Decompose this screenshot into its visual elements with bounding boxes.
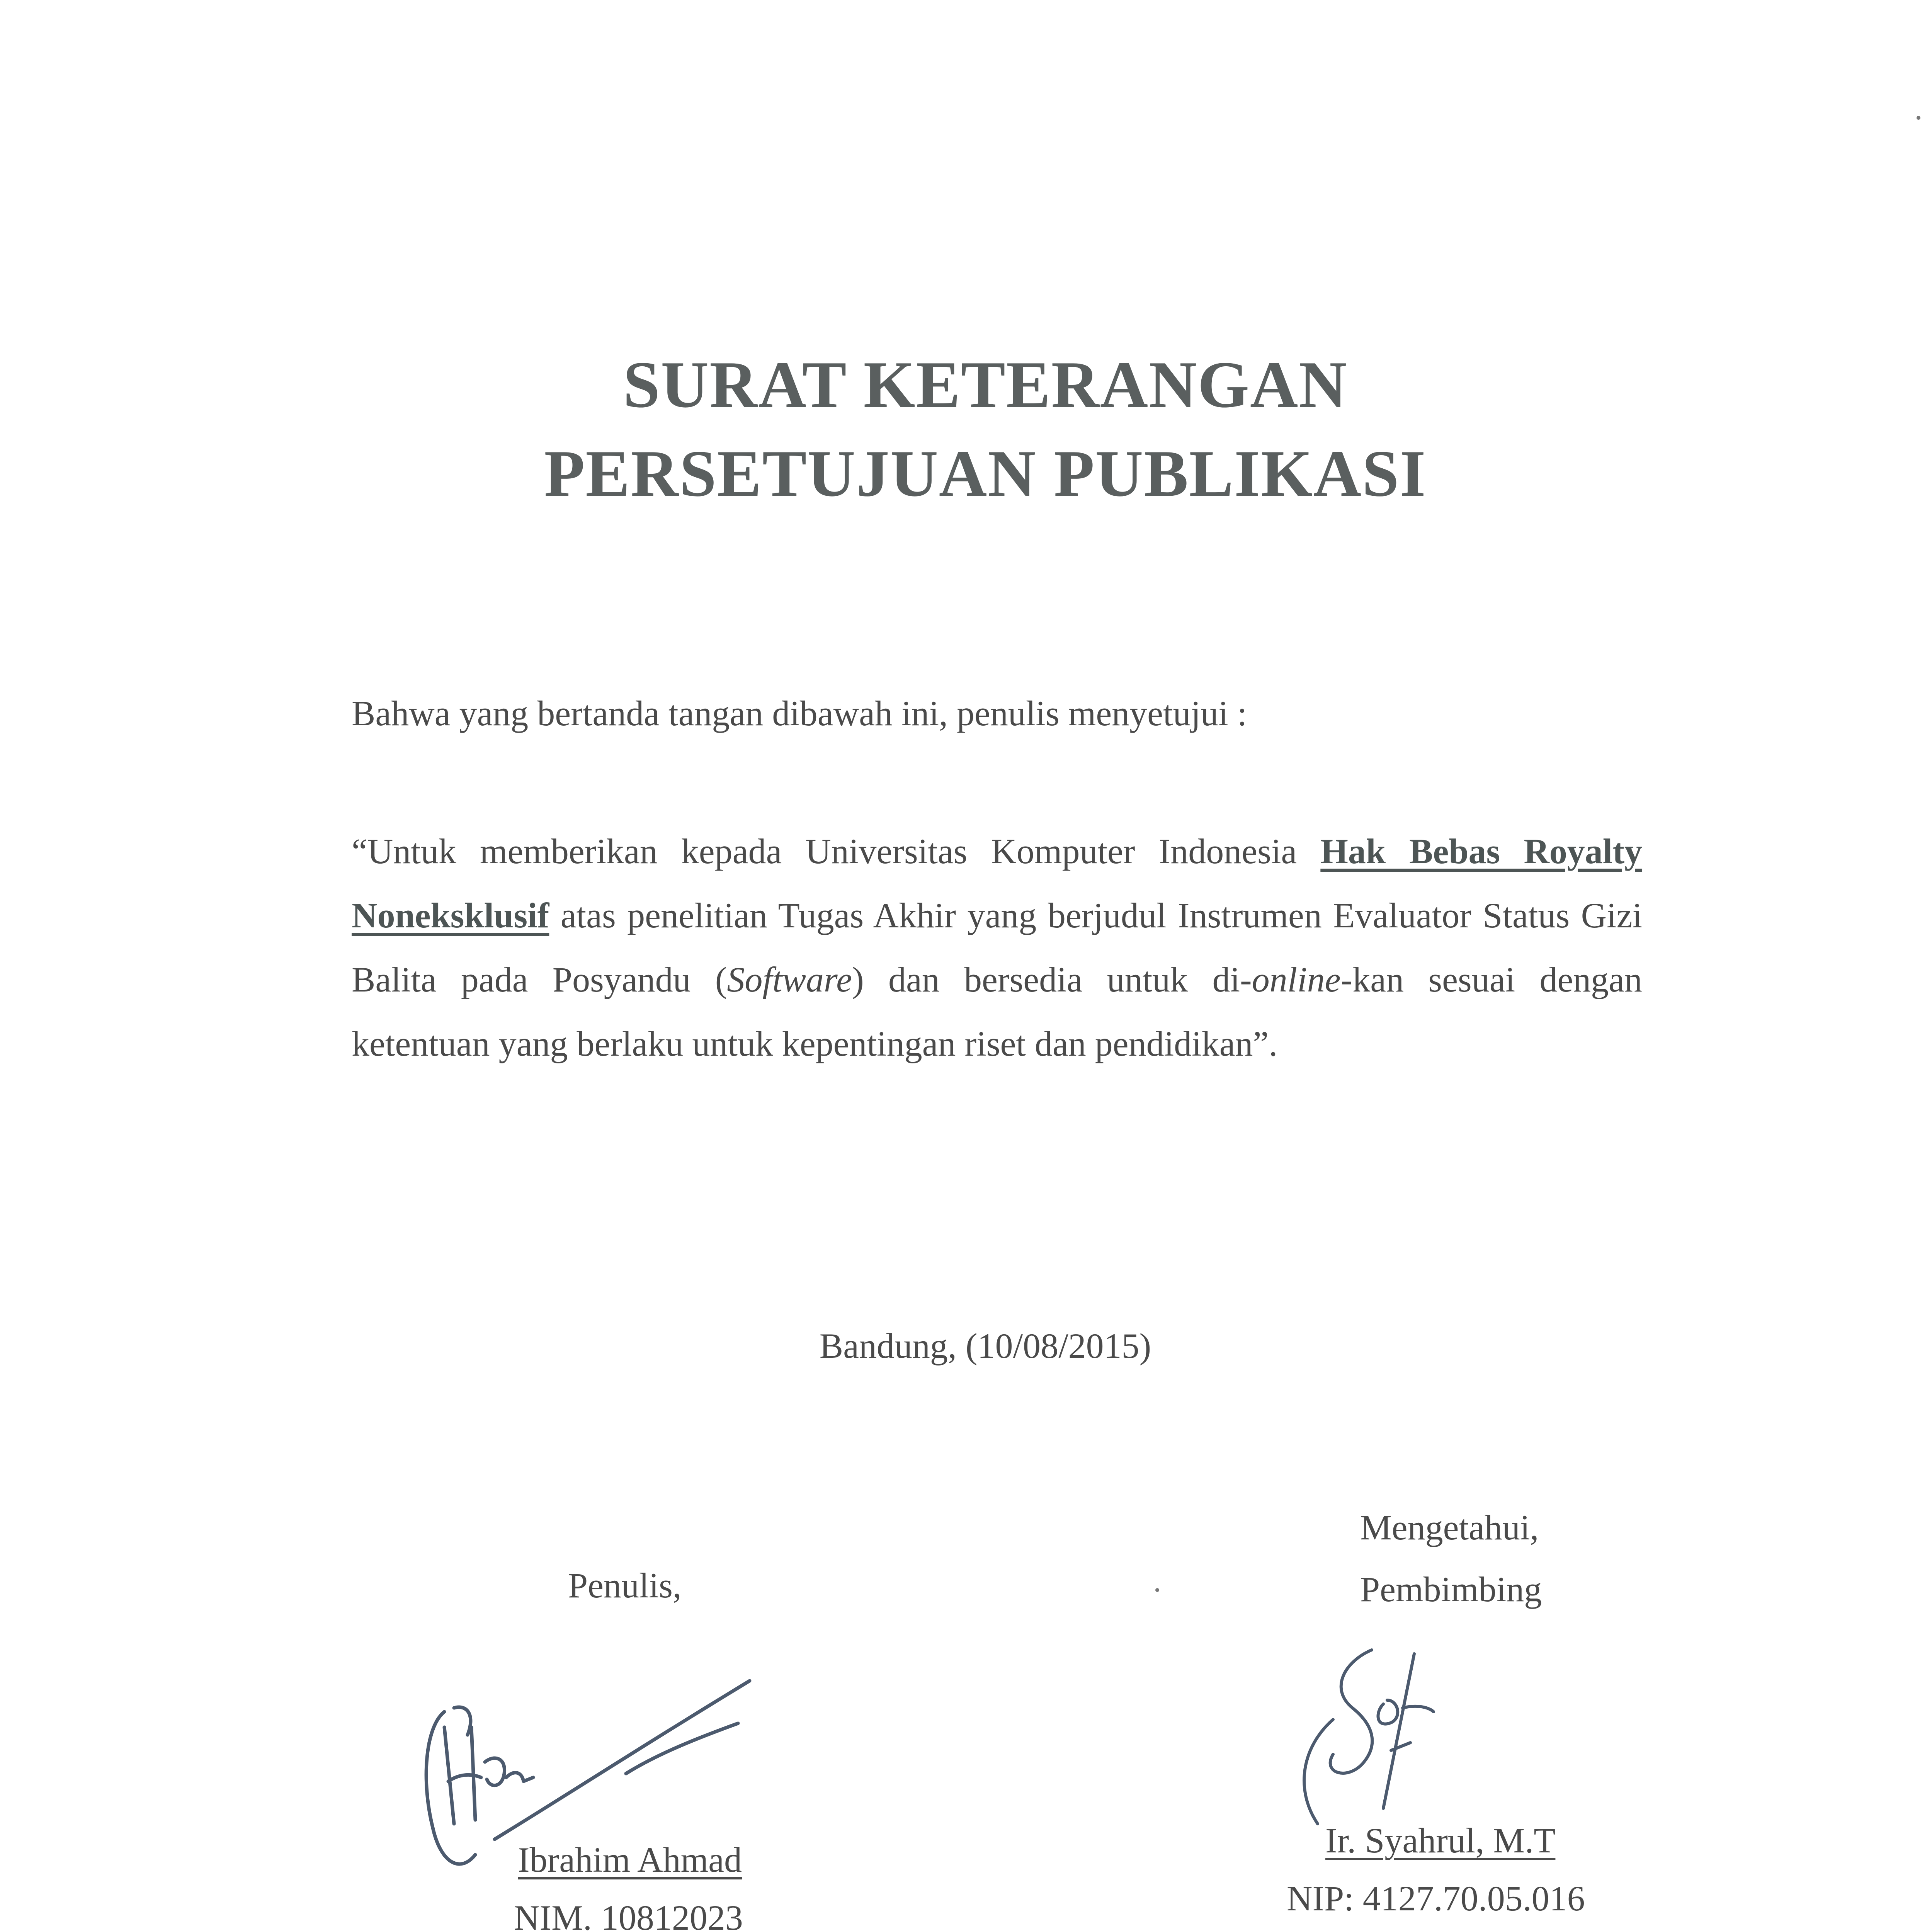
supervisor-signature-block (1252, 1507, 1731, 1918)
intro-text: Bahwa yang bertanda tangan dibawah ini, penulis menyetujui : (352, 694, 1247, 733)
statement-software: Software (727, 960, 852, 999)
statement-part-1: “Untuk memberikan kepada Universitas Komputer Indonesia (352, 832, 1321, 871)
supervisor-name: Ir. Syahrul, M.T (1325, 1821, 1556, 1860)
author-signature-block (417, 1565, 866, 1932)
statement-online: online (1252, 960, 1341, 999)
statement-part-4: -kan sesuai dengan ketentuan yang berlaku untuk kepentingan riset dan pendidikan”. (352, 960, 1642, 1063)
title-line-1: SURAT KETERANGAN (623, 348, 1348, 422)
statement-part-3: ) dan bersedia untuk di- (852, 960, 1252, 999)
statement-highlight: Hak Bebas Royalty Noneksklusif (352, 832, 1643, 935)
scan-speck (1917, 116, 1920, 120)
city-date: Bandung, (10/08/2015) (819, 1326, 1151, 1366)
statement-paragraph (352, 819, 1642, 1076)
title-line-2: PERSETUJUAN PUBLIKASI (544, 437, 1427, 510)
author-role: Penulis, (568, 1566, 682, 1605)
author-name: Ibrahim Ahmad (518, 1840, 742, 1879)
supervisor-acknowledge: Mengetahui, (1360, 1508, 1539, 1547)
supervisor-role: Pembimbing (1360, 1570, 1542, 1609)
scan-speck (1155, 1588, 1159, 1592)
author-id: NIM. 10812023 (514, 1898, 743, 1932)
supervisor-id: NIP: 4127.70.05.016 (1287, 1879, 1585, 1918)
statement-part-2: atas penelitian Tugas Akhir yang berjudul Instrumen Evaluator Status Gizi Balita pada Posyandu ( (352, 896, 1642, 999)
supervisor-signature (1287, 1646, 1488, 1847)
